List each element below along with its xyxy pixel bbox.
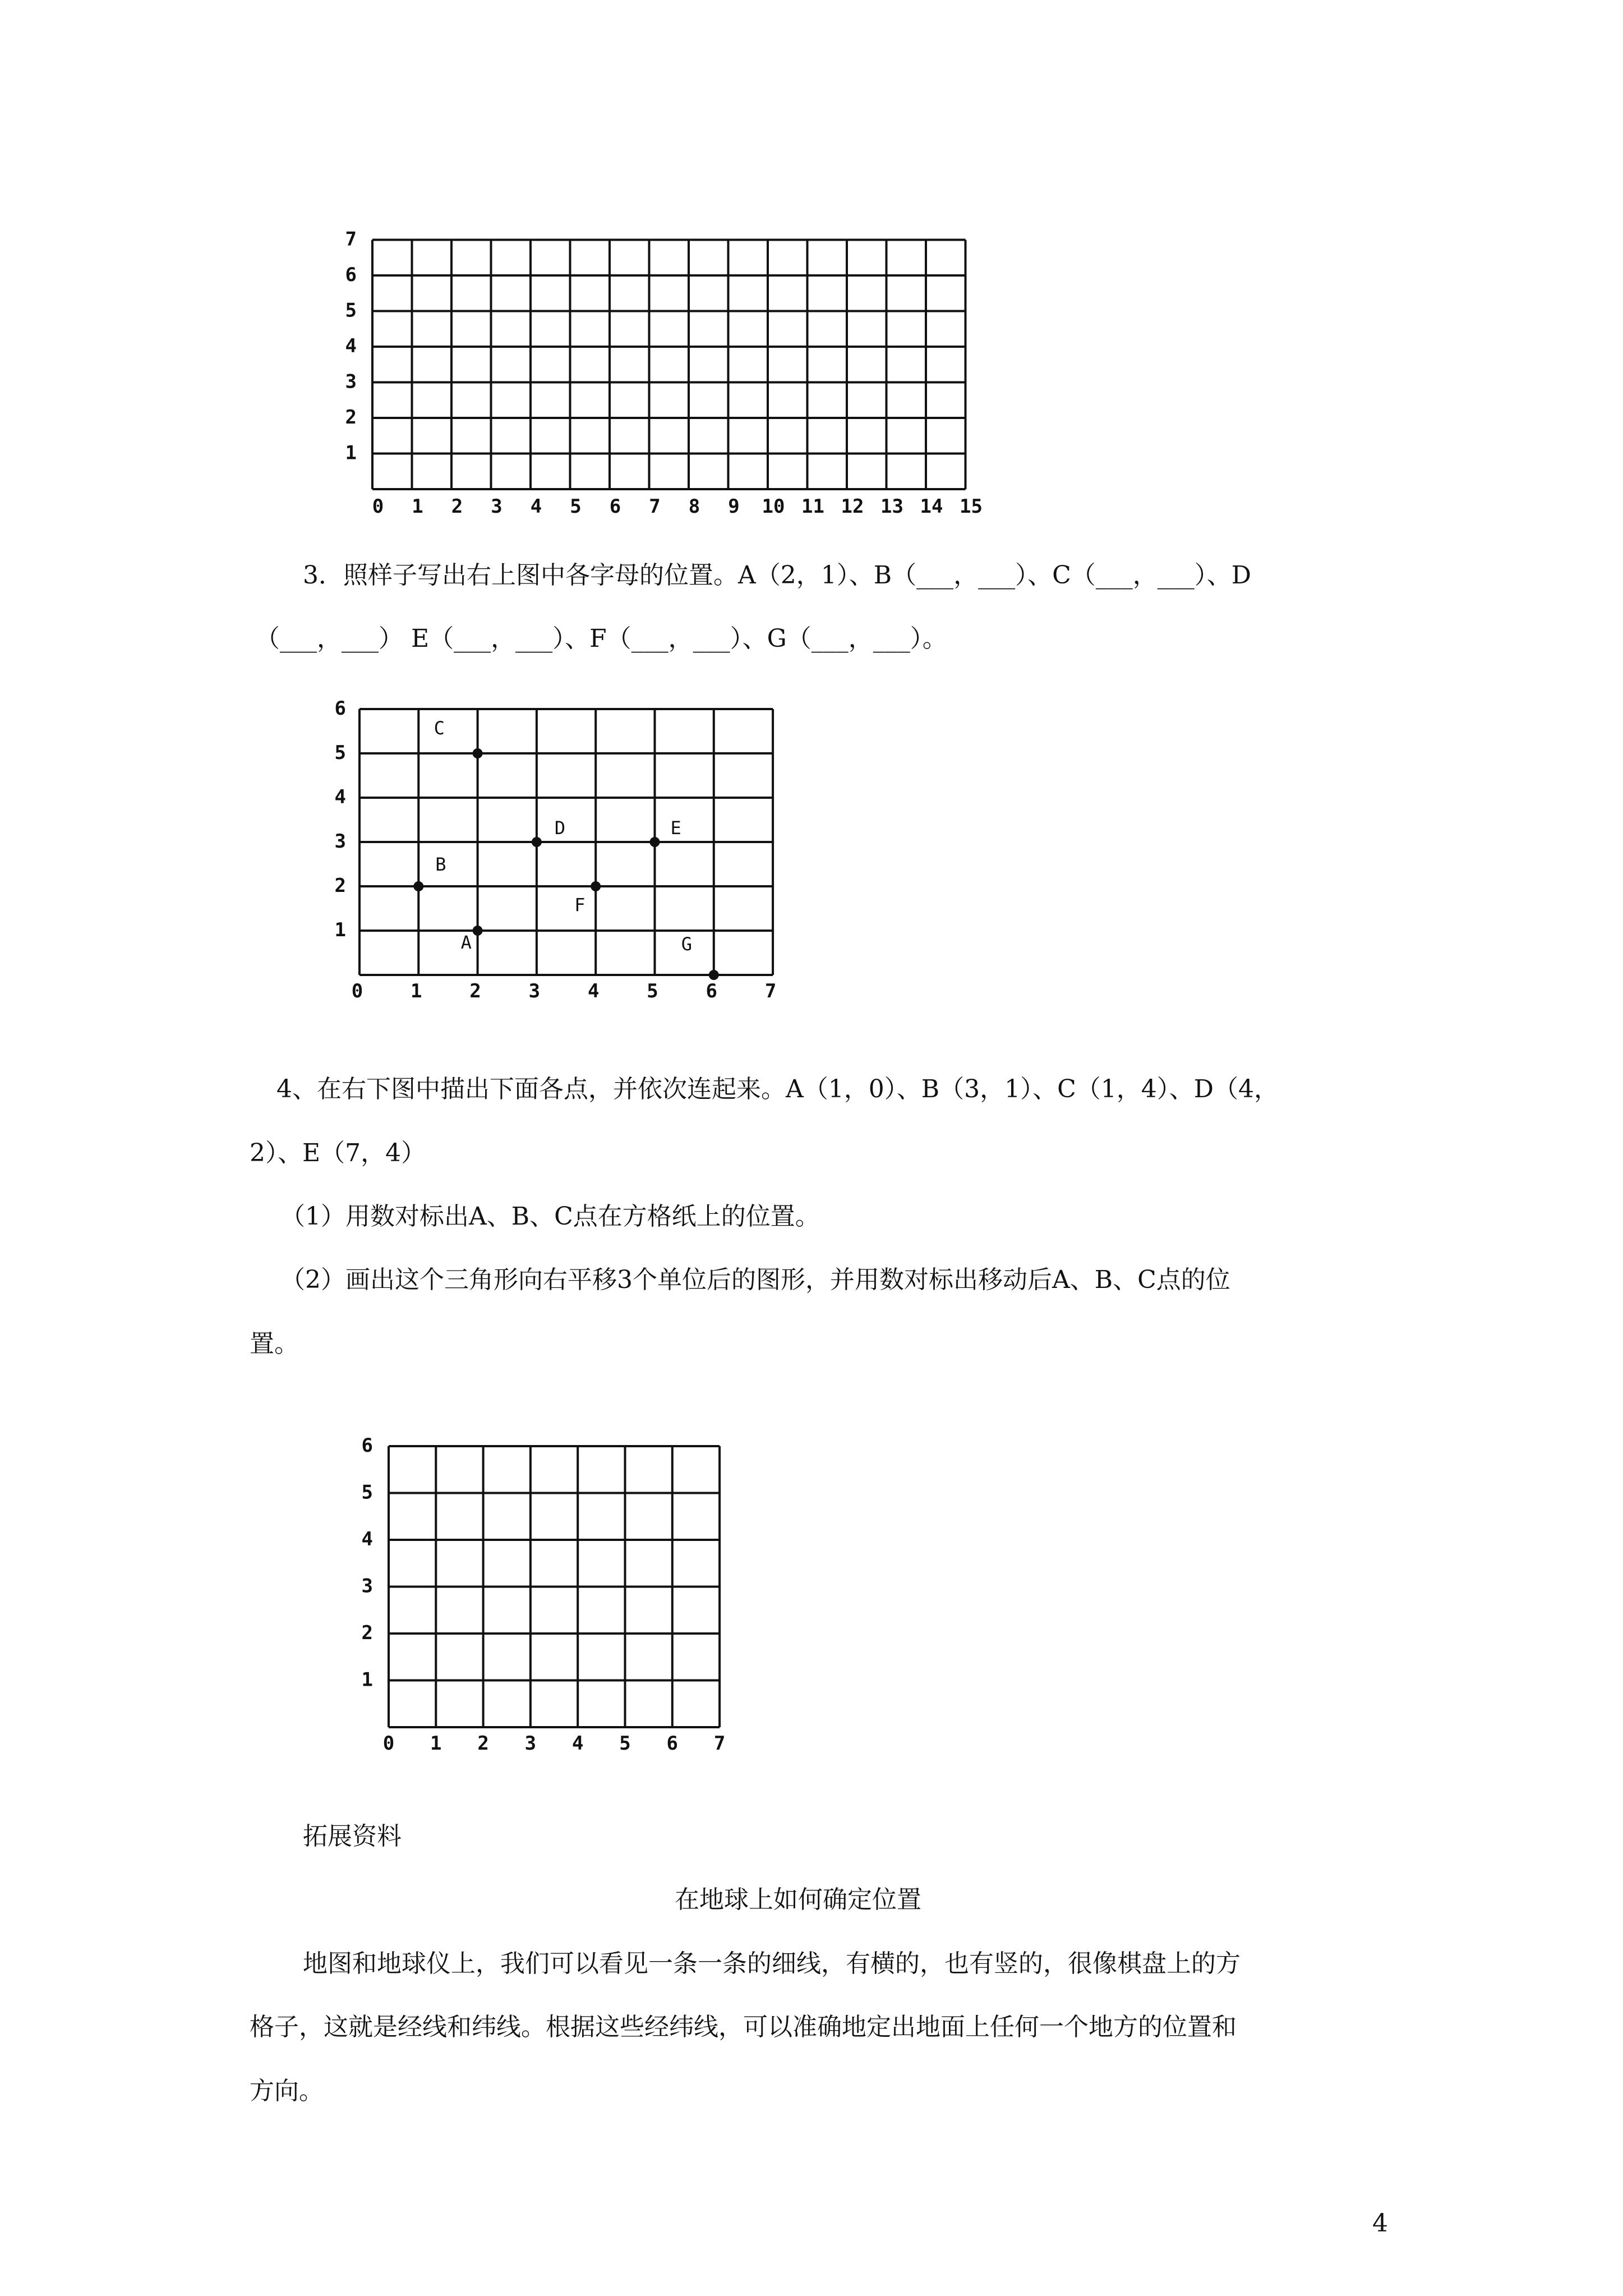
grid-2-point-label: C [434, 717, 445, 739]
grid-1-x-tick: 15 [960, 495, 983, 518]
grid-1-y-tick: 1 [345, 441, 357, 464]
grid-1-x-tick: 11 [801, 495, 824, 518]
question-3-line-2: （___，___） E（___，___）、F（___，___）、G（___，___）。 [255, 624, 947, 653]
grid-2-y-tick: 3 [334, 830, 346, 853]
grid-3-x-tick: 5 [619, 1732, 631, 1755]
question-4-sub-2-line-2: 置。 [250, 1329, 299, 1358]
grid-2-lines [359, 709, 773, 975]
grid-1-x-tick: 12 [841, 495, 864, 518]
grid-1-x-tick: 2 [451, 495, 463, 518]
grid-1-x-tick: 3 [491, 495, 502, 518]
grid-2-y-tick: 2 [334, 875, 346, 897]
grid-1-x-tick: 0 [372, 495, 384, 518]
grid-2-point-d [532, 837, 542, 847]
grid-2-point-f [591, 881, 601, 891]
grid-2-x-tick: 4 [587, 980, 600, 1002]
grid-3-y-tick: 1 [361, 1668, 373, 1691]
grid-3-x-tick: 7 [713, 1732, 726, 1755]
grid-2-y-tick: 1 [334, 919, 346, 941]
grid-3-x-tick: 0 [382, 1732, 395, 1755]
question-3-line-1: 3．照样子写出右上图中各字母的位置。A（2，1）、B（___，___）、C（___，___）、D [303, 561, 1252, 590]
grid-1-y-tick: 6 [345, 264, 357, 286]
grid-2-y-tick: 4 [334, 786, 346, 808]
grid-1-x-tick: 8 [688, 495, 700, 518]
grid-2-point-c [473, 748, 483, 758]
grid-3-x-tick: 4 [571, 1732, 584, 1755]
grid-1-x-tick: 14 [920, 495, 943, 518]
grid-1-y-tick: 5 [345, 299, 357, 322]
grid-2-y-tick: 6 [334, 697, 346, 720]
question-4-sub-2-line-1: （2）画出这个三角形向右平移3个单位后的图形，并用数对标出移动后A、B、C点的位 [280, 1266, 1230, 1294]
grid-3-y-tick: 6 [361, 1434, 373, 1457]
grid-2-x-tick: 6 [706, 980, 718, 1002]
grid-1-x-tick: 7 [649, 495, 661, 518]
grid-3-x-tick: 3 [524, 1732, 537, 1755]
grid-3-y-tick: 2 [361, 1622, 373, 1644]
grid-2-x-tick: 5 [647, 980, 658, 1002]
grid-1-x-tick: 4 [530, 495, 542, 518]
extension-paragraph-line-2: 格子，这就是经线和纬线。根据这些经纬线，可以准确地定出地面上任何一个地方的位置和 [250, 2013, 1237, 2041]
grid-2-x-tick: 7 [764, 980, 777, 1002]
grid-3-y-tick: 3 [361, 1575, 373, 1598]
grid-1-x-tick: 13 [880, 495, 903, 518]
grid-3-x-tick: 2 [477, 1732, 489, 1755]
grid-3-lines [389, 1446, 720, 1727]
grid-3-x-tick: 6 [666, 1732, 679, 1755]
grid-2-point-label: G [681, 933, 693, 955]
extension-paragraph-line-3: 方向。 [250, 2077, 324, 2105]
grid-2-x-tick: 1 [411, 980, 422, 1002]
grid-2-point-g [709, 970, 719, 980]
grid-2-point-label: A [460, 932, 472, 953]
grid-2-x-tick: 0 [351, 980, 363, 1002]
question-4-line-2: 2）、E（7，4） [250, 1139, 426, 1167]
grid-2-x-tick: 2 [469, 980, 481, 1002]
extension-heading: 拓展资料 [303, 1822, 402, 1851]
grid-1-y-tick: 7 [345, 228, 357, 251]
grid-1-x-tick: 6 [609, 495, 621, 518]
grid-3-x-tick: 1 [430, 1732, 442, 1755]
question-4-line-1: 4、在右下图中描出下面各点，并依次连起来。A（1，0）、B（3，1）、C（1，4）、D（4， [276, 1075, 1279, 1103]
grid-2-point-label: B [435, 854, 446, 875]
grid-3-y-tick: 5 [361, 1481, 373, 1504]
grid-1-lines [372, 240, 966, 490]
grid-1-y-tick: 3 [345, 370, 357, 393]
grid-2-x-tick: 3 [528, 980, 541, 1002]
grid-3-y-tick: 4 [361, 1528, 373, 1550]
grid-1-x-tick: 10 [762, 495, 785, 518]
extension-paragraph-line-1: 地图和地球仪上，我们可以看见一条一条的细线，有横的，也有竖的，很像棋盘上的方 [303, 1949, 1241, 1978]
grid-2-point-e [650, 837, 660, 847]
grid-2-point-label: E [670, 817, 681, 839]
grid-1-y-tick: 2 [345, 406, 357, 429]
grid-1-x-tick: 1 [412, 495, 423, 518]
question-4-sub-1: （1）用数对标出A、B、C点在方格纸上的位置。 [280, 1202, 820, 1231]
extension-title: 在地球上如何确定位置 [675, 1885, 921, 1914]
grid-2-y-tick: 5 [334, 742, 346, 764]
grid-1-y-tick: 4 [345, 335, 357, 357]
grid-2-point-label: D [554, 817, 566, 839]
grid-2-point-b [413, 881, 423, 891]
grid-2-point-label: F [574, 894, 585, 915]
grid-1-x-tick: 9 [728, 495, 740, 518]
grid-1-x-tick: 5 [570, 495, 582, 518]
page-number: 4 [1372, 2209, 1388, 2238]
grid-2-point-a [473, 926, 483, 936]
